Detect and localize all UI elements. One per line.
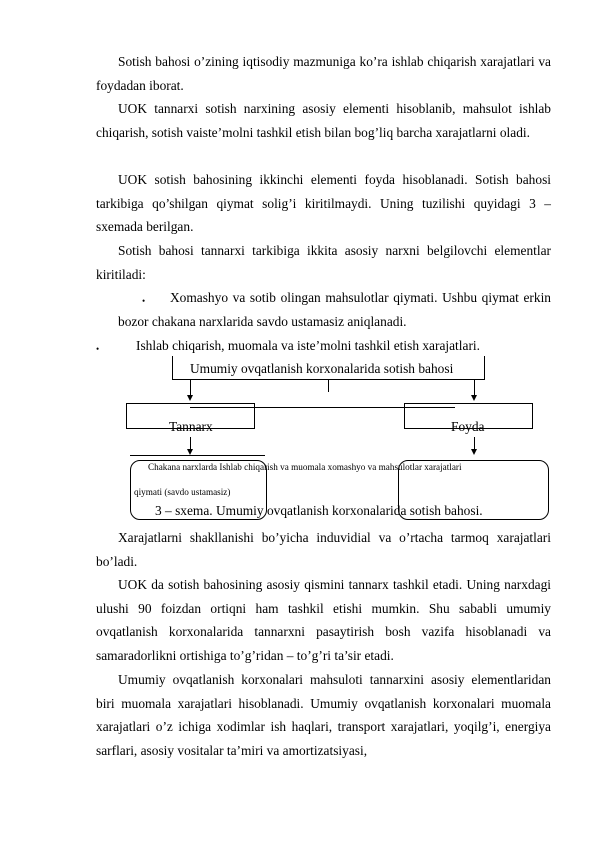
- bullet-icon: •: [96, 344, 100, 354]
- bullet-icon: •: [142, 296, 146, 306]
- arrow-down-icon: [187, 395, 193, 401]
- paragraph-2: UOK tannarxi sotish narxining asosiy elementi hisoblanib, mahsulot ishlab chiqarish, sotish vaiste’molni tashkil etish bilan bog’liq barcha xarajatlarni oladi.: [96, 101, 551, 140]
- diagram-left-label: Tannarx: [169, 419, 213, 434]
- paragraph-4: Sotish bahosi tannarxi tarkibiga ikkita asosiy narxni belgilovchi elementlar kiritiladi:: [96, 243, 551, 282]
- arrow-down-icon: [187, 449, 193, 455]
- paragraph-3: UOK sotish bahosining ikkinchi elementi foyda hisoblanadi. Sotish bahosi tarkibiga qo’shilgan qiymat solig’i kiritilmaydi. Uning tuzilishi quyidagi 3 – sxemada berilgan.: [96, 172, 551, 235]
- diagram-bottom-line-1: Chakana narxlarda Ishlab chiqarish va muomala xomashyo va mahsulotlar xarajatlari: [148, 462, 462, 472]
- diagram-right-label: Foyda: [451, 419, 485, 434]
- paragraph-1: Sotish bahosi o’zining iqtisodiy mazmuniga ko’ra ishlab chiqarish xarajatlari va foydadan iborat.: [96, 54, 551, 93]
- connector-line: [474, 380, 475, 395]
- paragraph-5: Xarajatlarni shakllanishi bo’yicha induvidial va o’rtacha tarmoq xarajatlari bo’ladi.: [96, 530, 551, 569]
- bullet-item-2: Ishlab chiqarish, muomala va iste’molni tashkil etish xarajatlari.: [136, 338, 480, 353]
- connector-line: [190, 437, 191, 449]
- diagram-top-label: Umumiy ovqatlanish korxonalarida sotish bahosi: [190, 361, 454, 376]
- arrow-down-icon: [471, 395, 477, 401]
- paragraph-7: Umumiy ovqatlanish korxonalari mahsuloti tannarxini asosiy elementlaridan biri muomala xarajatlari hisoblanadi. Umumiy ovqatlanish korxonalari muomala xarajatlari o’z ichiga xodimlar ish haqlari, transport xarajatlari, yoqilg’i, energiya sarflari, asosiy vositalar ta’miri va amortizatsiyasi,: [96, 672, 551, 758]
- diagram-bottom-line-2: qiymati (savdo ustamasiz): [134, 487, 231, 497]
- connector-line: [474, 437, 475, 449]
- connector-line: [190, 380, 191, 395]
- bullet-item-1: Xomashyo va sotib olingan mahsulotlar qiymati. Ushbu qiymat erkin bozor chakana narxlarida savdo ustamasiz aniqlanadi.: [118, 290, 551, 329]
- arrow-down-icon: [471, 449, 477, 455]
- connector-line: [328, 380, 329, 392]
- paragraph-6: UOK da sotish bahosining asosiy qismini tannarx tashkil etadi. Uning narxdagi ulushi 90 foizdan ortiqni ham tashkil etishi mumkin. Shu sababli umumiy ovqatlanish korxonalarida tannarxni pasaytirish bosh vazifa hisoblanadi va samaradorlikni ortishiga to’g’ridan – to’g’ri ta’sir etadi.: [96, 577, 551, 663]
- diagram-caption: 3 – sxema. Umumiy ovqatlanish korxonalarida sotish bahosi.: [155, 503, 483, 518]
- connector-line: [130, 455, 265, 456]
